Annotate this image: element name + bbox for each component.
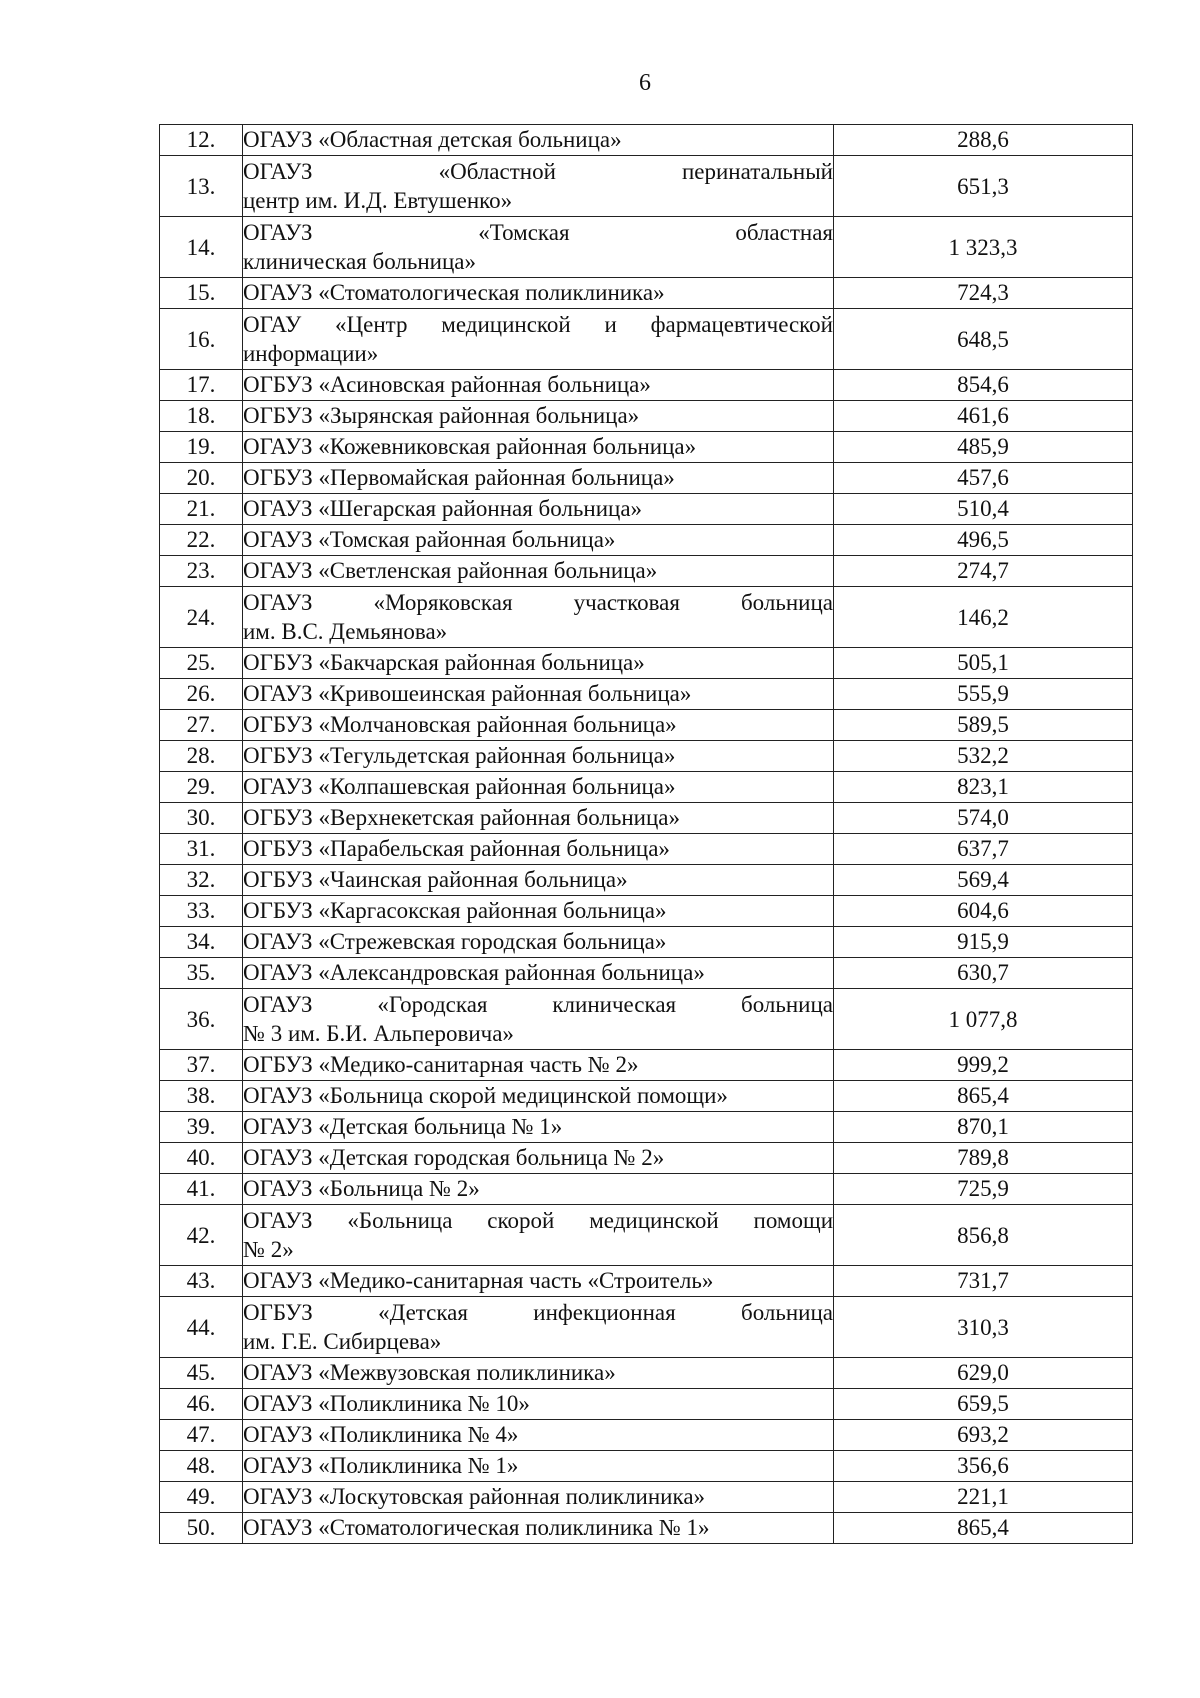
amount-value: 274,7 <box>834 556 1133 587</box>
table-row <box>160 278 1133 309</box>
institution-name: ОГАУЗ «Медико-санитарная часть «Строитель» <box>243 1266 834 1297</box>
amount-value: 356,6 <box>834 1451 1133 1482</box>
row-number: 30. <box>160 803 243 834</box>
institution-name: ОГАУЗ «Городская клиническая больница № 3 им. Б.И. Альперовича» <box>243 989 834 1050</box>
row-number: 32. <box>160 865 243 896</box>
amount-value: 789,8 <box>834 1143 1133 1174</box>
table-row <box>160 1205 1133 1266</box>
row-number: 23. <box>160 556 243 587</box>
institution-name: ОГБУЗ «Чаинская районная больница» <box>243 865 834 896</box>
row-number: 45. <box>160 1358 243 1389</box>
table-row <box>160 432 1133 463</box>
row-number: 13. <box>160 156 243 217</box>
amount-value: 221,1 <box>834 1482 1133 1513</box>
table-row <box>160 156 1133 217</box>
institution-name: ОГАУЗ «Лоскутовская районная поликлиника» <box>243 1482 834 1513</box>
institution-name: ОГАУЗ «Больница скорой медицинской помощи» <box>243 1081 834 1112</box>
row-number: 22. <box>160 525 243 556</box>
amount-value: 510,4 <box>834 494 1133 525</box>
institution-name: ОГАУЗ «Колпашевская районная больница» <box>243 772 834 803</box>
table-row <box>160 309 1133 370</box>
row-number: 31. <box>160 834 243 865</box>
institution-name: ОГАУЗ «Шегарская районная больница» <box>243 494 834 525</box>
table-row <box>160 370 1133 401</box>
institutions-table <box>159 124 1133 1544</box>
amount-value: 485,9 <box>834 432 1133 463</box>
row-number: 33. <box>160 896 243 927</box>
institution-name: ОГБУЗ «Асиновская районная больница» <box>243 370 834 401</box>
table-row <box>160 1050 1133 1081</box>
amount-value: 604,6 <box>834 896 1133 927</box>
amount-value: 505,1 <box>834 648 1133 679</box>
table-row <box>160 865 1133 896</box>
amount-value: 823,1 <box>834 772 1133 803</box>
table-row <box>160 494 1133 525</box>
amount-value: 724,3 <box>834 278 1133 309</box>
institution-name: ОГАУЗ «Больница скорой медицинской помощи № 2» <box>243 1205 834 1266</box>
institution-name: ОГАУЗ «Детская больница № 1» <box>243 1112 834 1143</box>
amount-value: 651,3 <box>834 156 1133 217</box>
table-row <box>160 1266 1133 1297</box>
row-number: 49. <box>160 1482 243 1513</box>
amount-value: 457,6 <box>834 463 1133 494</box>
institution-name: ОГБУЗ «Зырянская районная больница» <box>243 401 834 432</box>
row-number: 36. <box>160 989 243 1050</box>
row-number: 47. <box>160 1420 243 1451</box>
institution-name: ОГАУЗ «Стоматологическая поликлиника» <box>243 278 834 309</box>
table-row <box>160 1451 1133 1482</box>
row-number: 37. <box>160 1050 243 1081</box>
table-row <box>160 1513 1133 1544</box>
row-number: 42. <box>160 1205 243 1266</box>
row-number: 15. <box>160 278 243 309</box>
amount-value: 1 077,8 <box>834 989 1133 1050</box>
table-row <box>160 1358 1133 1389</box>
institution-name: ОГАУЗ «Областная детская больница» <box>243 125 834 156</box>
institution-name: ОГАУЗ «Поликлиника № 4» <box>243 1420 834 1451</box>
amount-value: 915,9 <box>834 927 1133 958</box>
amount-value: 731,7 <box>834 1266 1133 1297</box>
amount-value: 496,5 <box>834 525 1133 556</box>
row-number: 48. <box>160 1451 243 1482</box>
table-row <box>160 834 1133 865</box>
table-row <box>160 679 1133 710</box>
amount-value: 865,4 <box>834 1513 1133 1544</box>
amount-value: 630,7 <box>834 958 1133 989</box>
table-row <box>160 1420 1133 1451</box>
row-number: 16. <box>160 309 243 370</box>
institution-name: ОГБУЗ «Тегульдетская районная больница» <box>243 741 834 772</box>
table-row <box>160 927 1133 958</box>
page-number: 6 <box>639 70 651 96</box>
institution-name: ОГБУЗ «Парабельская районная больница» <box>243 834 834 865</box>
table-row <box>160 772 1133 803</box>
row-number: 26. <box>160 679 243 710</box>
amount-value: 865,4 <box>834 1081 1133 1112</box>
institution-name: ОГАУЗ «Поликлиника № 10» <box>243 1389 834 1420</box>
institution-name: ОГАУЗ «Светленская районная больница» <box>243 556 834 587</box>
amount-value: 288,6 <box>834 125 1133 156</box>
amount-value: 725,9 <box>834 1174 1133 1205</box>
amount-value: 637,7 <box>834 834 1133 865</box>
institution-name: ОГАУЗ «Межвузовская поликлиника» <box>243 1358 834 1389</box>
amount-value: 854,6 <box>834 370 1133 401</box>
table-row <box>160 556 1133 587</box>
row-number: 19. <box>160 432 243 463</box>
institution-name: ОГАУЗ «Поликлиника № 1» <box>243 1451 834 1482</box>
institution-name: ОГАУЗ «Областной перинатальный центр им. И.Д. Евтушенко» <box>243 156 834 217</box>
amount-value: 870,1 <box>834 1112 1133 1143</box>
row-number: 40. <box>160 1143 243 1174</box>
row-number: 14. <box>160 217 243 278</box>
institution-name: ОГАУЗ «Стрежевская городская больница» <box>243 927 834 958</box>
institution-name: ОГАУЗ «Детская городская больница № 2» <box>243 1143 834 1174</box>
table-row <box>160 217 1133 278</box>
table-row <box>160 1174 1133 1205</box>
institution-name: ОГАУЗ «Томская областная клиническая больница» <box>243 217 834 278</box>
institution-name: ОГАУ «Центр медицинской и фармацевтической информации» <box>243 309 834 370</box>
amount-value: 461,6 <box>834 401 1133 432</box>
table-row <box>160 525 1133 556</box>
amount-value: 693,2 <box>834 1420 1133 1451</box>
row-number: 12. <box>160 125 243 156</box>
table-row <box>160 463 1133 494</box>
table-row <box>160 896 1133 927</box>
table-row <box>160 1081 1133 1112</box>
row-number: 17. <box>160 370 243 401</box>
table-row <box>160 1482 1133 1513</box>
institution-name: ОГБУЗ «Медико-санитарная часть № 2» <box>243 1050 834 1081</box>
table-body <box>160 125 1133 1544</box>
table-row <box>160 958 1133 989</box>
table-row <box>160 989 1133 1050</box>
institution-name: ОГАУЗ «Стоматологическая поликлиника № 1» <box>243 1513 834 1544</box>
table-row <box>160 1389 1133 1420</box>
amount-value: 999,2 <box>834 1050 1133 1081</box>
amount-value: 589,5 <box>834 710 1133 741</box>
table-row <box>160 741 1133 772</box>
table-row <box>160 401 1133 432</box>
amount-value: 856,8 <box>834 1205 1133 1266</box>
table-row <box>160 125 1133 156</box>
row-number: 38. <box>160 1081 243 1112</box>
institution-name: ОГБУЗ «Верхнекетская районная больница» <box>243 803 834 834</box>
institution-name: ОГБУЗ «Бакчарская районная больница» <box>243 648 834 679</box>
table-row <box>160 710 1133 741</box>
table-row <box>160 648 1133 679</box>
row-number: 27. <box>160 710 243 741</box>
row-number: 43. <box>160 1266 243 1297</box>
amount-value: 1 323,3 <box>834 217 1133 278</box>
table-row <box>160 1297 1133 1358</box>
institution-name: ОГАУЗ «Томская районная больница» <box>243 525 834 556</box>
row-number: 28. <box>160 741 243 772</box>
table-row <box>160 803 1133 834</box>
row-number: 25. <box>160 648 243 679</box>
amount-value: 555,9 <box>834 679 1133 710</box>
institution-name: ОГАУЗ «Александровская районная больница» <box>243 958 834 989</box>
institution-name: ОГБУЗ «Молчановская районная больница» <box>243 710 834 741</box>
institution-name: ОГАУЗ «Больница № 2» <box>243 1174 834 1205</box>
amount-value: 532,2 <box>834 741 1133 772</box>
amount-value: 146,2 <box>834 587 1133 648</box>
amount-value: 659,5 <box>834 1389 1133 1420</box>
institution-name: ОГАУЗ «Моряковская участковая больница им. В.С. Демьянова» <box>243 587 834 648</box>
amount-value: 648,5 <box>834 309 1133 370</box>
amount-value: 629,0 <box>834 1358 1133 1389</box>
row-number: 44. <box>160 1297 243 1358</box>
amount-value: 574,0 <box>834 803 1133 834</box>
row-number: 18. <box>160 401 243 432</box>
institution-name: ОГАУЗ «Кожевниковская районная больница» <box>243 432 834 463</box>
amount-value: 310,3 <box>834 1297 1133 1358</box>
row-number: 41. <box>160 1174 243 1205</box>
row-number: 34. <box>160 927 243 958</box>
row-number: 50. <box>160 1513 243 1544</box>
row-number: 21. <box>160 494 243 525</box>
institution-name: ОГБУЗ «Детская инфекционная больница им. Г.Е. Сибирцева» <box>243 1297 834 1358</box>
row-number: 46. <box>160 1389 243 1420</box>
row-number: 24. <box>160 587 243 648</box>
institution-name: ОГАУЗ «Кривошеинская районная больница» <box>243 679 834 710</box>
table-row <box>160 1143 1133 1174</box>
table-row <box>160 587 1133 648</box>
amount-value: 569,4 <box>834 865 1133 896</box>
table-row <box>160 1112 1133 1143</box>
row-number: 29. <box>160 772 243 803</box>
row-number: 35. <box>160 958 243 989</box>
institution-name: ОГБУЗ «Каргасокская районная больница» <box>243 896 834 927</box>
institution-name: ОГБУЗ «Первомайская районная больница» <box>243 463 834 494</box>
row-number: 20. <box>160 463 243 494</box>
row-number: 39. <box>160 1112 243 1143</box>
